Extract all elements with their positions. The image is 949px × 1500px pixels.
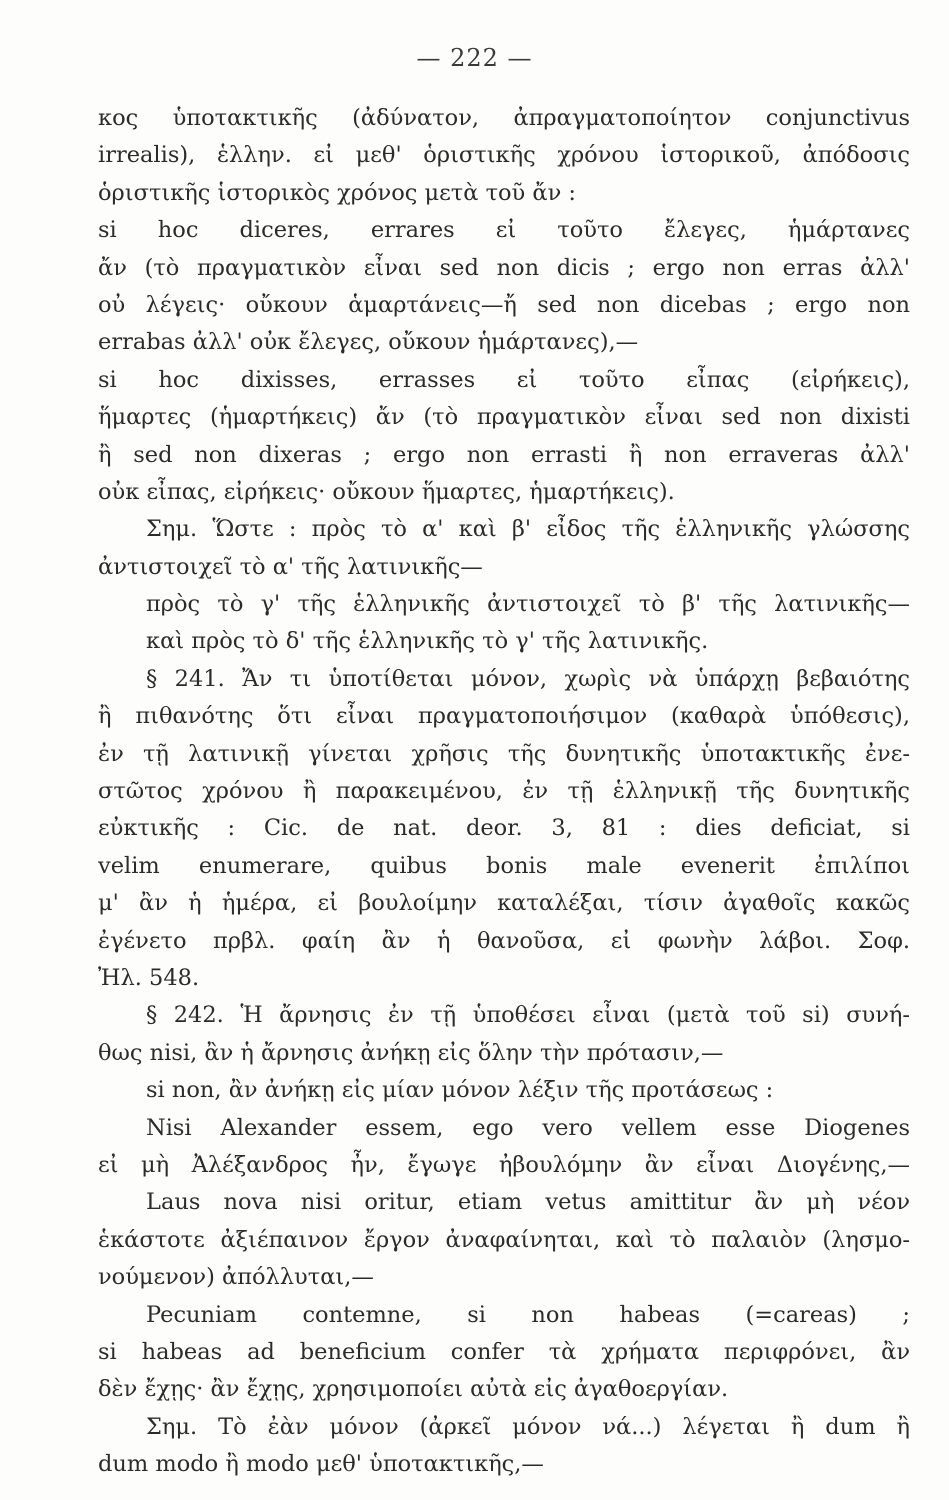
text-line: εὐκτικῆς : Cic. de nat. deor. 3, 81 : dies deficiat, si bbox=[98, 815, 910, 842]
text-line: πρὸς τὸ γ' τῆς ἑλληνικῆς ἀντιστοιχεῖ τὸ β' τῆς λατινικῆς— bbox=[146, 591, 910, 618]
text-line: irrealis), ἑλλην. εἰ μεθ' ὁριστικῆς χρόνου ἱστορικοῦ, ἀπόδοσις bbox=[98, 142, 910, 169]
text-line: si non, ἂν ἀνήκῃ εἰς μίαν μόνον λέξιν τῆς προτάσεως : bbox=[146, 1077, 774, 1104]
text-line: δὲν ἔχῃς· ἂν ἔχῃς, χρησιμοποίει αὐτὰ εἰς ἀγαθοεργίαν. bbox=[98, 1376, 729, 1403]
text-line: § 242. Ἡ ἄρνησις ἐν τῇ ὑποθέσει εἶναι (μετὰ τοῦ si) συνή- bbox=[146, 1002, 910, 1029]
text-line: § 241. Ἄν τι ὑποτίθεται μόνον, χωρὶς νὰ ὑπάρχῃ βεβαιότης bbox=[146, 665, 910, 692]
text-line: si hoc diceres, errares εἰ τοῦτο ἔλεγες, ἡμάρτανες bbox=[98, 217, 910, 244]
text-line: οὐ λέγεις· οὔκουν ἁμαρτάνεις—ἤ sed non dicebas ; ergo non bbox=[98, 291, 910, 318]
text-line: καὶ πρὸς τὸ δ' τῆς ἑλληνικῆς τὸ γ' τῆς λατινικῆς. bbox=[146, 628, 709, 655]
text-line: Nisi Alexander essem, ego vero vellem esse Diogenes bbox=[146, 1114, 910, 1141]
text-line: ἢ sed non dixeras ; ergo non errasti ἢ non erraveras ἀλλ' bbox=[98, 441, 910, 468]
body-text bbox=[98, 100, 910, 1483]
text-line: ἀντιστοιχεῖ τὸ α' τῆς λατινικῆς— bbox=[98, 553, 483, 580]
text-line: θως nisi, ἂν ἡ ἄρνησις ἀνήκῃ εἰς ὅλην τὴν πρότασιν,— bbox=[98, 1039, 724, 1066]
text-line: ἐν τῇ λατινικῇ γίνεται χρῆσις τῆς δυνητικῆς ὑποτακτικῆς ἐνε- bbox=[98, 740, 910, 767]
text-line: ἄν (τὸ πραγματικὸν εἶναι sed non dicis ; ergo non erras ἀλλ' bbox=[98, 254, 910, 281]
text-line: Laus nova nisi oritur, etiam vetus amittitur ἂν μὴ νέον bbox=[146, 1189, 910, 1216]
text-line: ἢ πιθανότης ὅτι εἶναι πραγματοποιήσιμον (καθαρὰ ὑπόθεσις), bbox=[98, 703, 910, 730]
text-line: si habeas ad beneficium confer τὰ χρήματα περιφρόνει, ἂν bbox=[98, 1338, 910, 1365]
text-line: εἰ μὴ Ἀλέξανδρος ἦν, ἔγωγε ἠβουλόμην ἂν εἶναι Διογένης,— bbox=[98, 1151, 910, 1178]
text-line: ἥμαρτες (ἡμαρτήκεις) ἄν (τὸ πραγματικὸν εἶναι sed non dixisti bbox=[98, 404, 910, 431]
text-line: Σημ. Τὸ ἐὰν μόνον (ἀρκεῖ μόνον νά...) λέγεται ἢ dum ἢ bbox=[146, 1413, 910, 1440]
text-line: errabas ἀλλ' οὐκ ἔλεγες, οὔκουν ἡμάρτανες),— bbox=[98, 329, 639, 356]
text-line: στῶτος χρόνου ἢ παρακειμένου, ἐν τῇ ἑλληνικῇ τῆς δυνητικῆς bbox=[98, 778, 910, 805]
text-line: Σημ. Ὥστε : πρὸς τὸ α' καὶ β' εἶδος τῆς ἑλληνικῆς γλώσσης bbox=[146, 516, 910, 543]
page-number: — 222 — bbox=[416, 44, 533, 72]
text-line: ἐγένετο πρβλ. φαίη ἂν ἡ θανοῦσα, εἰ φωνὴν λάβοι. Σοφ. bbox=[98, 927, 910, 954]
text-line: μ' ἂν ἡ ἡμέρα, εἰ βουλοίμην καταλέξαι, τίσιν ἀγαθοῖς κακῶς bbox=[98, 890, 910, 917]
text-line: Ἠλ. 548. bbox=[98, 964, 200, 991]
text-line: velim enumerare, quibus bonis male evenerit ἐπιλίποι bbox=[98, 852, 910, 879]
text-line: οὐκ εἶπας, εἰρήκεις· οὔκουν ἥμαρτες, ἡμαρτήκεις). bbox=[98, 478, 675, 505]
text-line: νούμενον) ἀπόλλυται,— bbox=[98, 1264, 374, 1291]
text-line: Pecuniam contemne, si non habeas (=careas) ; bbox=[146, 1301, 910, 1328]
text-line: dum modo ἢ modo μεθ' ὑποτακτικῆς,— bbox=[98, 1451, 544, 1478]
text-line: ὁριστικῆς ἱστορικὸς χρόνος μετὰ τοῦ ἄν : bbox=[98, 179, 576, 206]
text-line: ἑκάστοτε ἀξιέπαινον ἔργον ἀναφαίνηται, καὶ τὸ παλαιὸν (λησμο- bbox=[98, 1226, 910, 1253]
text-line: κος ὑποτακτικῆς (ἀδύνατον, ἀπραγματοποίητον conjunctivus bbox=[98, 105, 910, 131]
text-line: si hoc dixisses, errasses εἰ τοῦτο εἶπας (εἰρήκεις), bbox=[98, 366, 910, 393]
